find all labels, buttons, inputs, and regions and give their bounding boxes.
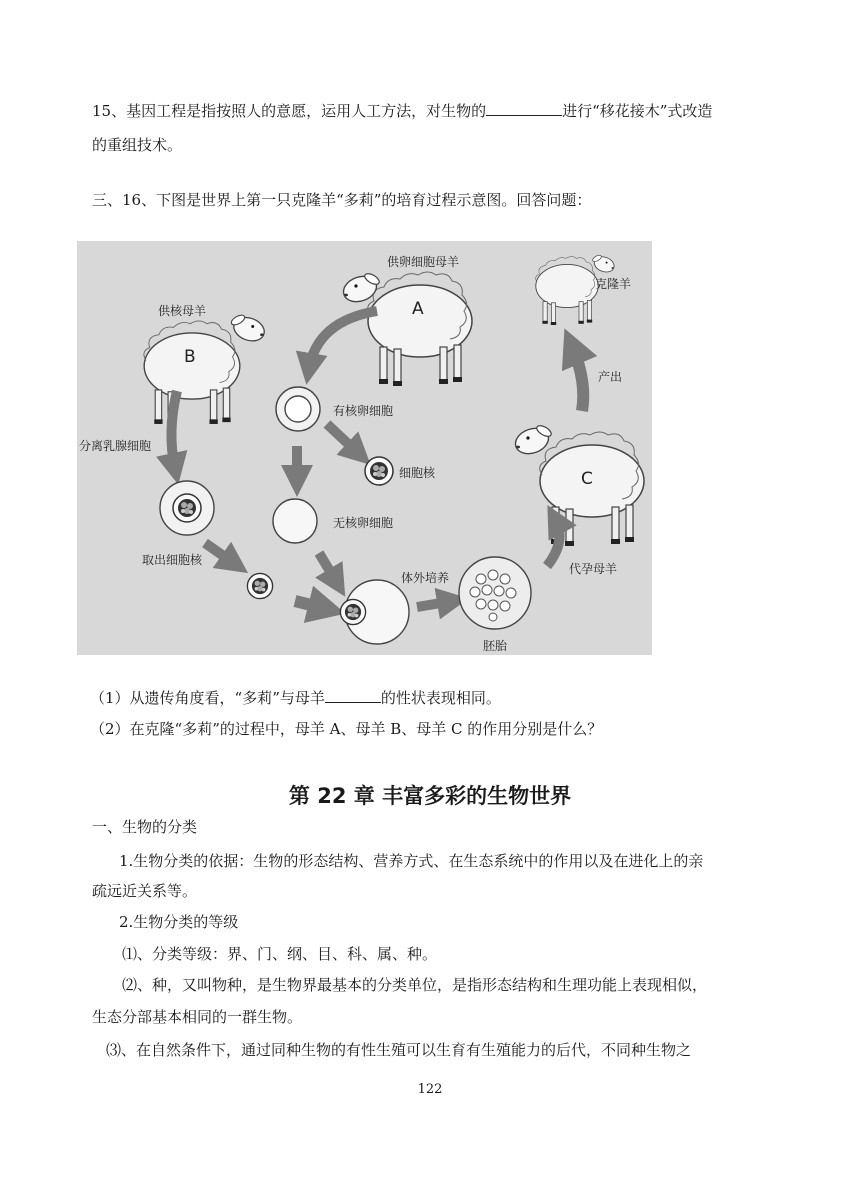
produce-label: 产出 bbox=[598, 370, 623, 384]
anucleate-egg-cell bbox=[273, 499, 317, 543]
q16-sub1 bbox=[90, 688, 501, 708]
arrow-c-to-clone bbox=[572, 346, 583, 411]
para1-line1: 1.生物分类的依据：生物的形态结构、营养方式、在生态系统中的作用以及在进化上的亲 bbox=[119, 852, 704, 870]
clone-label: 克隆羊 bbox=[595, 277, 632, 291]
mammary-cell bbox=[160, 481, 214, 535]
q15-text-2: 进行“移花接木”式改造 bbox=[562, 102, 713, 120]
q15-text-1: 15、基因工程是指按照人的意愿，运用人工方法，对生物的 bbox=[92, 102, 487, 120]
sheep-a-label: 供卵细胞母羊 bbox=[387, 255, 460, 269]
sheep-b-label: 供核母羊 bbox=[158, 304, 207, 318]
q16-sub1-blank bbox=[325, 688, 381, 703]
page-number: 122 bbox=[417, 1082, 443, 1097]
chapter-title: 第 22 章 丰富多彩的生物世界 bbox=[288, 784, 572, 808]
arrow-fusion-to-embryo bbox=[417, 601, 453, 607]
q15-blank bbox=[486, 101, 562, 116]
para2: 2.生物分类的等级 bbox=[119, 913, 239, 931]
section-heading: 一、生物的分类 bbox=[92, 818, 198, 836]
embryo-label: 胚胎 bbox=[483, 639, 508, 653]
sheep-c-illustration bbox=[512, 424, 644, 546]
q15-line2: 的重组技术。 bbox=[92, 136, 183, 154]
para4-line2: 生态分部基本相同的一群生物。 bbox=[92, 1008, 303, 1026]
cloning-diagram bbox=[77, 241, 652, 655]
para4-line1: ⑵、种，又叫物种，是生物界最基本的分类单位，是指形态结构和生理功能上表现相似， bbox=[122, 976, 708, 994]
extracted-nucleus bbox=[247, 573, 272, 598]
sheep-b-letter: B bbox=[184, 347, 196, 367]
isolated-nucleus bbox=[365, 457, 393, 485]
fusion-cell bbox=[340, 580, 409, 644]
q16-header: 三、16、下图是世界上第一只克隆羊“多莉”的培育过程示意图。回答问题： bbox=[92, 191, 592, 209]
nucleus-label: 细胞核 bbox=[399, 466, 436, 480]
para1-line2: 疏远近关系等。 bbox=[92, 882, 198, 900]
q16-sub1-text-a: （1）从遗传角度看，“多莉”与母羊 bbox=[90, 689, 325, 707]
arrow-mammary-to-nucleus bbox=[205, 543, 235, 564]
embryo bbox=[459, 557, 531, 629]
sheep-a-letter: A bbox=[412, 299, 424, 319]
nucleated-egg-label: 有核卵细胞 bbox=[333, 404, 394, 418]
arrow-nucleus-to-fusion bbox=[295, 601, 327, 609]
arrow-egg-to-nucleus bbox=[327, 424, 359, 454]
arrow-a-to-egg bbox=[309, 311, 377, 369]
q15-line1 bbox=[92, 101, 712, 121]
culture-label: 体外培养 bbox=[401, 571, 450, 585]
sheep-a-illustration bbox=[340, 272, 472, 386]
mammary-label: 分离乳腺细胞 bbox=[79, 439, 152, 453]
q16-sub2: （2）在克隆“多莉”的过程中，母羊 A、母羊 B、母羊 C 的作用分别是什么？ bbox=[90, 720, 603, 738]
arrow-b-to-mammary bbox=[171, 391, 177, 469]
sheep-b-illustration bbox=[144, 313, 268, 426]
para5: ⑶、在自然条件下，通过同种生物的有性生殖可以生育有生殖能力的后代，不同种生物之 bbox=[106, 1041, 692, 1059]
para3: ⑴、分类等级：界、门、纲、目、科、属、种。 bbox=[122, 945, 438, 963]
sheep-c-label: 代孕母羊 bbox=[569, 562, 618, 576]
sheep-c-letter: C bbox=[581, 469, 593, 489]
take-nucleus-label: 取出细胞核 bbox=[142, 553, 203, 567]
anucleate-egg-label: 无核卵细胞 bbox=[333, 516, 394, 530]
q16-sub1-text-b: 的性状表现相同。 bbox=[380, 689, 501, 707]
arrow-anucleate-to-fusion bbox=[319, 553, 337, 583]
